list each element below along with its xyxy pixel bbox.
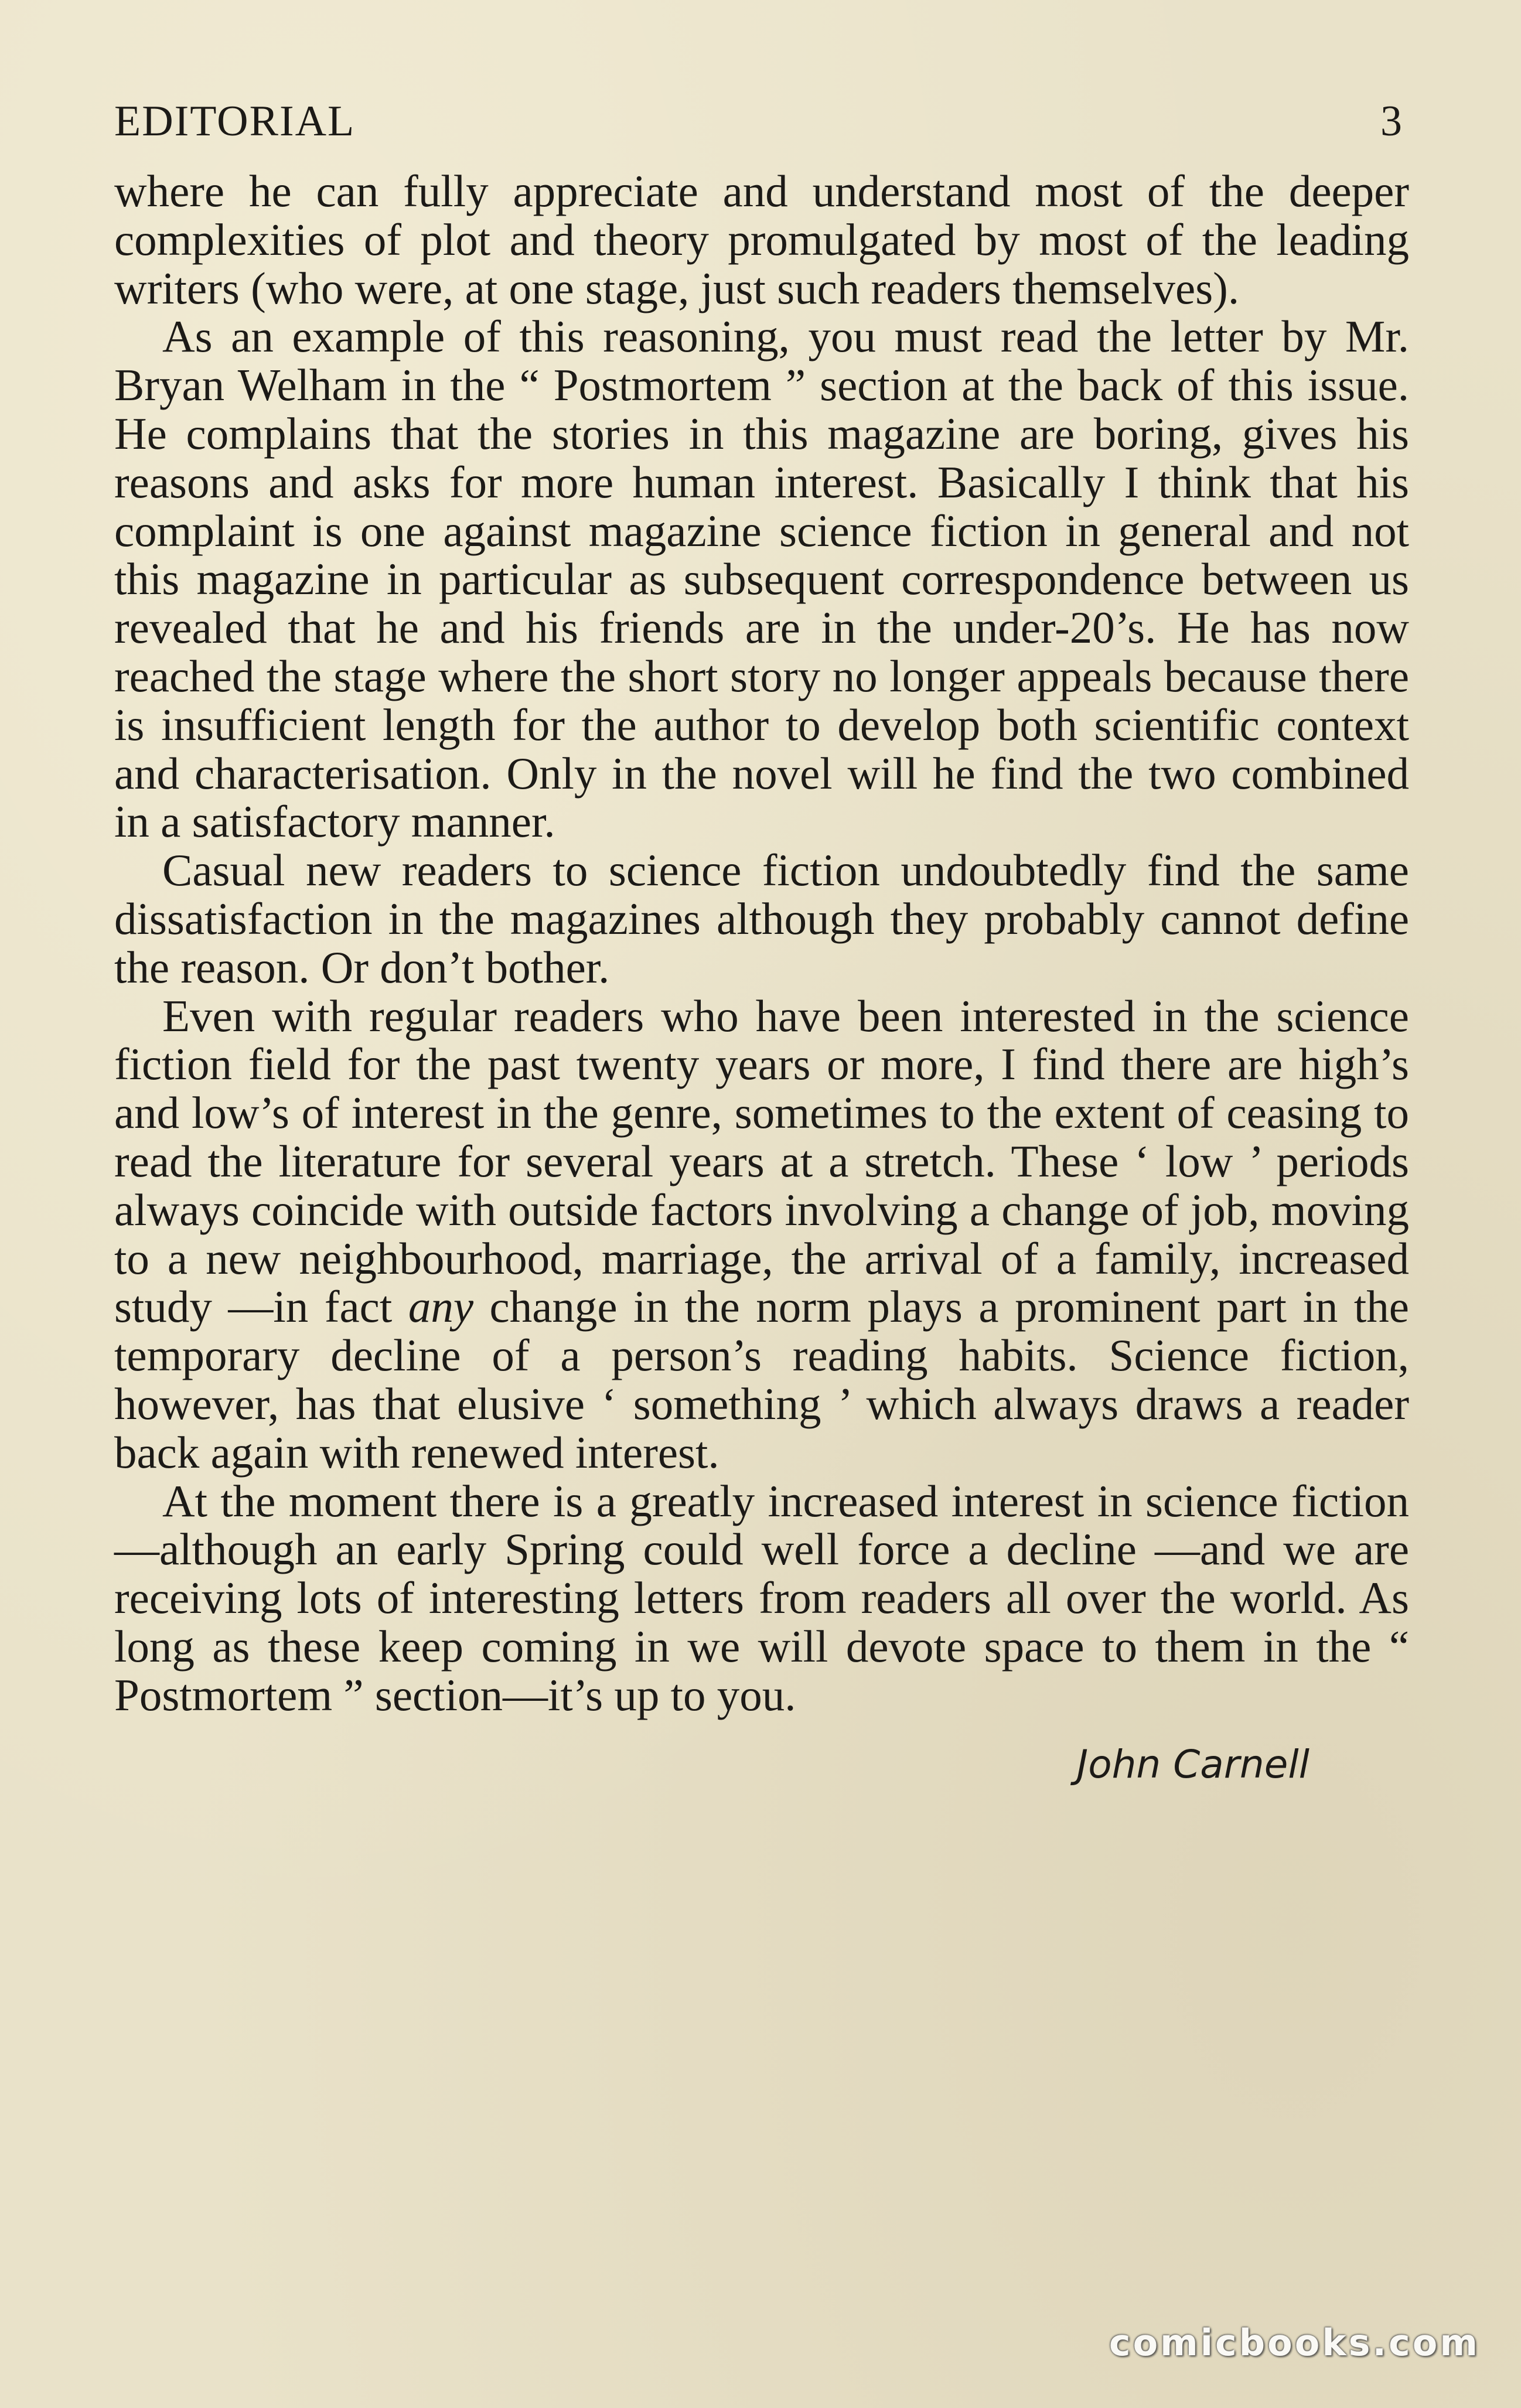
emphasis-any: any xyxy=(408,1281,473,1332)
watermark: comicbooks.com xyxy=(1109,2321,1480,2364)
author-signature: John Carnell xyxy=(1076,1741,1309,1787)
section-title: EDITORIAL xyxy=(114,97,356,145)
paragraph-2: As an example of this reasoning, you must read the letter by Mr. Bryan Welham in the “ Postmortem ” section at the back of this issue. He complains that the stories in this magazine are boring, gives his reasons and asks for more human interest. Basically I think that his complaint is one against magazine science fiction in general and not this magazine in particular as subsequent correspondence between us revealed that he and his friends are in the under-20’s. He has now reached the stage where the short story no longer appeals because there is insufficient length for the author to develop both scientific context and characterisation. Only in the novel will he find the two combined in a satisfactory manner. xyxy=(114,311,1409,847)
paragraph-4-part-2: change in the norm plays a prominent part in the temporary decline of a person’s reading habits. Science fiction, however, has that elusive ‘ something ’ which always draws a reader back again with renewed interest. xyxy=(114,1281,1409,1478)
paragraph-5: At the moment there is a greatly increased interest in science fiction—although an early Spring could well force a decline —and we are receiving lots of interesting letters from readers all over the world. As long as these keep coming in we will devote space to them in the “ Postmortem ” section—it’s up to you. xyxy=(114,1475,1409,1720)
paragraph-3: Casual new readers to science fiction undoubtedly find the same dissatisfaction in the magazines although they probably cannot define the reason. Or don’t bother. xyxy=(114,845,1409,992)
page-number: 3 xyxy=(1380,97,1403,145)
paragraph-4 xyxy=(114,992,1409,1477)
editorial-page xyxy=(114,97,1409,1787)
paragraph-1: where he can fully appreciate and understand most of the deeper complexities of plot and theory promulgated by most of the leading writers (who were, at one stage, just such readers themselves). xyxy=(114,166,1409,313)
editorial-body xyxy=(114,167,1409,1720)
paragraph-4-part-1: Even with regular readers who have been interested in the science fiction field for the past twenty years or more, I find there are high’s and low’s of interest in the genre, sometimes to the extent of ceasing to read the literature for several years at a stretch. These ‘ low ’ periods always coincide with outside factors involving a change of job, moving to a new neighbourhood, marriage, the arrival of a family, increased study —in fact xyxy=(114,990,1409,1332)
running-head xyxy=(114,97,1409,167)
